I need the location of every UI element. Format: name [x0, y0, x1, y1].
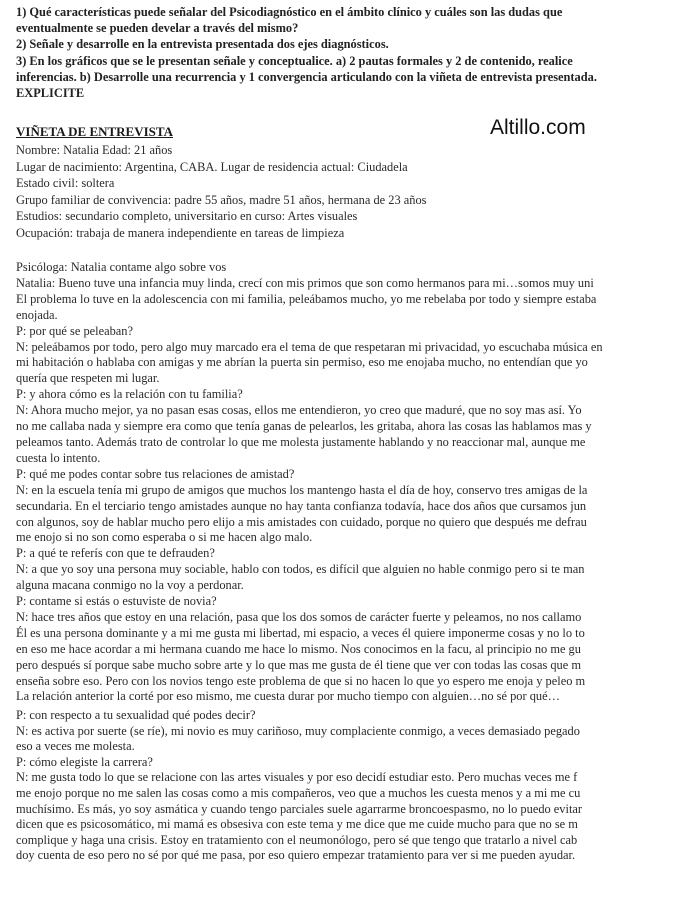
interview-line: pero después sí porque sabe mucho sobre arte y lo que mas me gusta de él tiene que ver con todas las cosas que m [16, 657, 581, 672]
site-watermark: Altillo.com [490, 116, 586, 139]
interview-line: N: me gusta todo lo que se relacione con las artes visuales y por eso decidí estudiar esto. Pero muchas veces me f [16, 770, 578, 785]
question-line: EXPLICITE [16, 86, 85, 101]
exam-questions [16, 4, 700, 101]
interview-line: N: hace tres años que estoy en una relación, pasa que los dos somos de carácter fuerte y peleamos, no nos callamo [16, 609, 582, 624]
interview-line: P: qué me podes contar sobre tus relaciones de amistad? [16, 466, 295, 481]
interview-line: N: es activa por suerte (se ríe), mi novio es muy cariñoso, muy complaciente conmigo, a veces demasiado pegado [16, 723, 580, 738]
profile-line: Grupo familiar de convivencia: padre 55 años, madre 51 años, hermana de 23 años [16, 192, 427, 207]
interview-line: P: contame si estás o estuviste de novia? [16, 594, 217, 609]
interview-line: muchísimo. Es más, yo soy asmática y cuando tengo parciales suele agarrarme broncoespasmo, no lo puedo evitar [16, 801, 583, 816]
interview-line: Natalia: Bueno tuve una infancia muy linda, crecí con mis primos que son como hermanos para mi…somos muy uni [16, 275, 594, 290]
question-line: inferencias. b) Desarrolle una recurrencia y 1 convergencia articulando con la viñeta de entrevista presentada. [16, 69, 597, 84]
interview-line: quería que respeten mi lugar. [16, 371, 160, 386]
interview-transcript-continued [16, 708, 700, 864]
interview-line: cuesta lo intento. [16, 450, 101, 465]
interview-line: P: por qué se peleaban? [16, 323, 133, 338]
interview-line: eso a veces me molesta. [16, 739, 135, 754]
interview-line: P: a qué te referís con que te defrauden? [16, 546, 215, 561]
interview-line: El problema lo tuve en la adolescencia con mi familia, peleábamos mucho, yo me rebelaba por todo y siempre estaba [16, 291, 597, 306]
interview-line: con algunos, soy de hablar mucho pero elijo a mis amistades con cuidado, porque no quiero que después me defrau [16, 514, 587, 529]
interview-line: alguna macana conmigo no la voy a perdonar. [16, 578, 244, 593]
profile-line: Ocupación: trabaja de manera independiente en tareas de limpieza [16, 225, 345, 240]
interview-line: La relación anterior la corté por eso mismo, me cuesta durar por mucho tiempo con alguien…no sé por qué… [16, 689, 560, 704]
interview-line: P: cómo elegiste la carrera? [16, 754, 153, 769]
interview-line: me enojo porque no me salen las cosas como a mis compañeros, veo que a muchos les cuesta menos y a mi me cu [16, 785, 581, 800]
question-line: 2) Señale y desarrolle en la entrevista presentada dos ejes diagnósticos. [16, 37, 389, 52]
vignette-heading-block [16, 124, 700, 140]
interview-line: secundaria. En el terciario tengo amistades aunque no hay tanta confianza todavía, hace dos años que cursamos jun [16, 498, 587, 513]
interview-line: doy cuenta de eso pero no sé por qué me pasa, por eso quiero empezar tratamiento para ver si me pueden ayudar. [16, 848, 576, 863]
profile-line: Estado civil: soltera [16, 176, 115, 190]
interview-line: N: a que yo soy una persona muy sociable, hablo con todos, es difícil que alguien no hable conmigo pero si te man [16, 562, 585, 577]
vignette-title: VIÑETA DE ENTREVISTA [16, 124, 174, 139]
question-line: 3) En los gráficos que se le presentan señale y conceptualice. a) 2 pautas formales y 2 de contenido, realice [16, 53, 573, 68]
interview-line: mi habitación o hablaba con amigas y me abrían la puerta sin permiso, eso me enojaba mucho, no entendían que yo [16, 355, 588, 370]
interview-line: N: en la escuela tenía mi grupo de amigos que muchos los mantengo hasta el día de hoy, conservo tres amigas de la [16, 482, 588, 497]
interview-transcript [16, 260, 700, 705]
question-line: 1) Qué características puede señalar del Psicodiagnóstico en el ámbito clínico y cuáles son las dudas que [16, 5, 563, 19]
patient-profile [16, 142, 700, 241]
interview-line: no me callaba nada y siempre era como que tenía ganas de pelearlos, les gritaba, ahora las cosas las hablamos mas y [16, 419, 592, 434]
profile-line: Estudios: secundario completo, universitario en curso: Artes visuales [16, 209, 358, 223]
profile-line: Nombre: Natalia Edad: 21 años [16, 143, 173, 157]
profile-line: Lugar de nacimiento: Argentina, CABA. Lugar de residencia actual: Ciudadela [16, 159, 408, 174]
question-line: eventualmente se pueden develar a través del mismo? [16, 21, 299, 36]
interview-line: enseña sobre eso. Pero con los novios tengo este problema de que si no hacen lo que yo espero me enoja y peleo m [16, 673, 586, 688]
interview-line: peleamos tanto. Además trato de controlar lo que me molesta justamente hablando y no reaccionar mal, aunque me [16, 434, 586, 449]
interview-line: me enojo si no son como esperaba o si me hacen algo malo. [16, 530, 313, 545]
interview-line: enojada. [16, 307, 58, 322]
interview-line: N: Ahora mucho mejor, ya no pasan esas cosas, ellos me entendieron, yo creo que maduré, que no soy mas así. Yo [16, 403, 582, 418]
interview-line: Él es una persona dominante y a mi me gusta mi libertad, mi espacio, a veces él quiere imponerme cosas y no lo to [16, 625, 585, 640]
interview-line: P: y ahora cómo es la relación con tu familia? [16, 387, 243, 402]
interview-line: N: peleábamos por todo, pero algo muy marcado era el tema de que respetaran mi privacidad, yo escuchaba música en [16, 339, 603, 354]
interview-line: en eso me hace acordar a mi hermana cuando me hace lo mismo. Nos conocimos en la facu, al principio no me gu [16, 641, 581, 656]
interview-line: P: con respecto a tu sexualidad qué podes decir? [16, 708, 256, 722]
interview-line: dicen que es psicosomático, mi mamá es obsesiva con este tema y me dice que me cuide mucho para que no se m [16, 817, 578, 832]
interview-line: complique y haga una crisis. Estoy en tratamiento con el neumonólogo, pero sé que tengo que tratarlo a nivel cab [16, 832, 578, 847]
interview-line: Psicóloga: Natalia contame algo sobre vos [16, 260, 227, 274]
